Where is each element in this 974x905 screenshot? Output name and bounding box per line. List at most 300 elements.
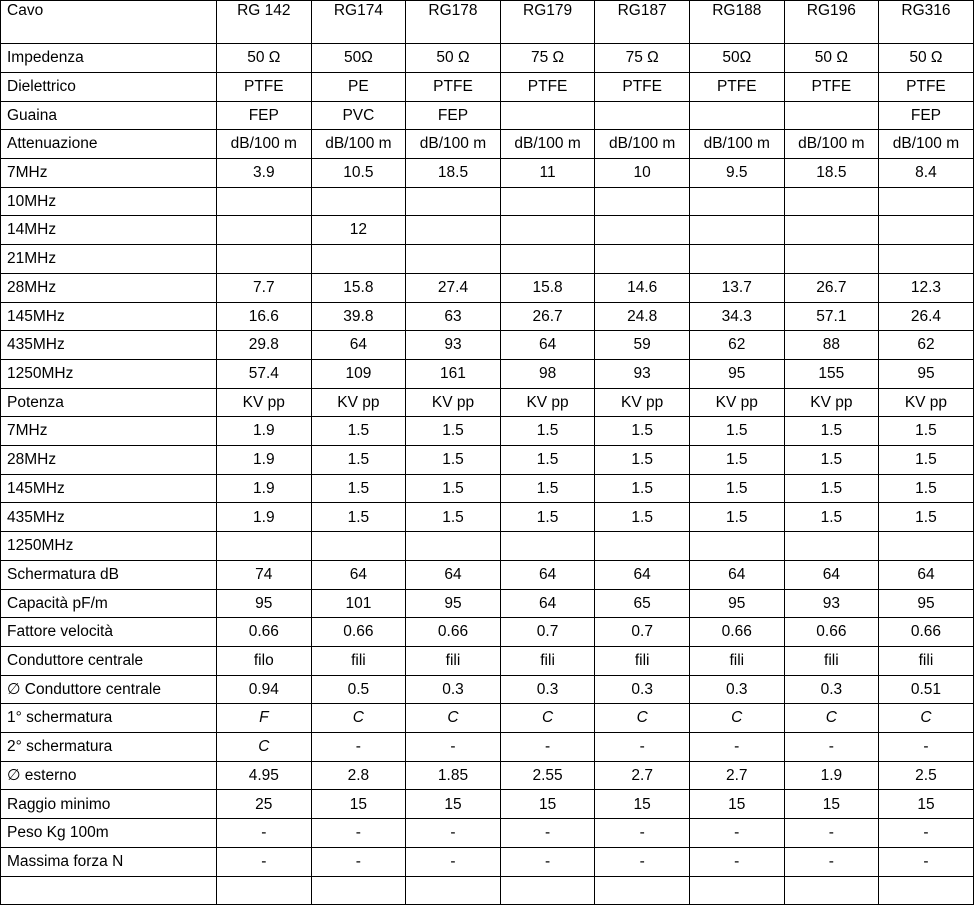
value-cell: PTFE [879,72,974,101]
value-cell: 64 [784,560,879,589]
value-cell: - [784,847,879,876]
row-label-cell: Massima forza N [1,847,217,876]
table-row [1,417,974,446]
table-row [1,618,974,647]
value-cell: 7.7 [217,273,312,302]
value-cell: - [406,819,501,848]
value-cell [784,532,879,561]
table-row [1,72,974,101]
value-cell: 1.5 [879,503,974,532]
value-cell [217,245,312,274]
value-cell: 0.51 [879,675,974,704]
table-row [1,216,974,245]
value-cell: 24.8 [595,302,690,331]
value-cell: 10.5 [311,158,406,187]
value-cell: 74 [217,560,312,589]
header-cable-cell: RG188 [689,1,784,44]
value-cell: 0.66 [879,618,974,647]
value-cell: 0.3 [406,675,501,704]
value-cell: 0.66 [689,618,784,647]
value-cell [217,532,312,561]
value-cell [784,245,879,274]
value-cell: 50Ω [689,44,784,73]
value-cell: fili [595,646,690,675]
value-cell: fili [500,646,595,675]
row-label-cell: 21MHz [1,245,217,274]
value-cell: 1.5 [689,474,784,503]
value-cell: 101 [311,589,406,618]
value-cell: 64 [500,331,595,360]
value-cell: C [311,704,406,733]
value-cell: - [595,847,690,876]
value-cell [311,532,406,561]
table-row [1,302,974,331]
value-cell [784,216,879,245]
value-cell: KV pp [406,388,501,417]
value-cell: 1.85 [406,761,501,790]
value-cell: 155 [784,359,879,388]
value-cell: 1.5 [784,474,879,503]
empty-cell [689,876,784,904]
table-row [1,446,974,475]
empty-cell [406,876,501,904]
row-label-cell: 28MHz [1,446,217,475]
value-cell: - [689,733,784,762]
value-cell [595,187,690,216]
value-cell: 1.9 [217,446,312,475]
table-row [1,503,974,532]
value-cell: 4.95 [217,761,312,790]
value-cell: 50 Ω [879,44,974,73]
value-cell: 93 [595,359,690,388]
value-cell: 39.8 [311,302,406,331]
value-cell: 64 [689,560,784,589]
value-cell: 1.5 [595,446,690,475]
value-cell [784,187,879,216]
value-cell: 59 [595,331,690,360]
table-row [1,646,974,675]
value-cell: PTFE [784,72,879,101]
value-cell: 0.3 [500,675,595,704]
value-cell: 64 [595,560,690,589]
value-cell [689,216,784,245]
value-cell: 25 [217,790,312,819]
row-label-cell: ∅ esterno [1,761,217,790]
table-row [1,44,974,73]
value-cell: fili [311,646,406,675]
value-cell: 95 [879,359,974,388]
value-cell: FEP [406,101,501,130]
row-label-cell: ∅ Conduttore centrale [1,675,217,704]
header-cable-cell: RG178 [406,1,501,44]
value-cell: PTFE [689,72,784,101]
row-label-cell: 10MHz [1,187,217,216]
value-cell: 18.5 [784,158,879,187]
row-label-cell: 1° schermatura [1,704,217,733]
value-cell: - [311,847,406,876]
value-cell: 2.5 [879,761,974,790]
value-cell: fili [879,646,974,675]
table-row [1,331,974,360]
header-cable-cell: RG316 [879,1,974,44]
empty-cell [1,876,217,904]
table-row [1,101,974,130]
row-label-cell: Conduttore centrale [1,646,217,675]
value-cell: filo [217,646,312,675]
value-cell: 15.8 [311,273,406,302]
header-cable-cell: RG179 [500,1,595,44]
table-row [1,273,974,302]
value-cell [784,101,879,130]
value-cell: 50 Ω [406,44,501,73]
table-row [1,187,974,216]
value-cell: C [595,704,690,733]
value-cell: - [595,733,690,762]
value-cell: 26.7 [784,273,879,302]
value-cell: 64 [311,331,406,360]
value-cell: FEP [217,101,312,130]
value-cell [406,216,501,245]
value-cell: PTFE [500,72,595,101]
value-cell: dB/100 m [689,130,784,159]
value-cell: C [689,704,784,733]
value-cell: 15.8 [500,273,595,302]
value-cell: 64 [500,560,595,589]
value-cell: 50 Ω [784,44,879,73]
value-cell: C [879,704,974,733]
value-cell: 1.5 [500,417,595,446]
value-cell: 15 [595,790,690,819]
value-cell: 98 [500,359,595,388]
value-cell: 88 [784,331,879,360]
row-label-cell: 7MHz [1,158,217,187]
row-label-cell: 7MHz [1,417,217,446]
header-row [1,1,974,44]
value-cell [689,187,784,216]
row-label-cell: Peso Kg 100m [1,819,217,848]
row-label-cell: Guaina [1,101,217,130]
value-cell: PE [311,72,406,101]
value-cell: 1.5 [784,503,879,532]
row-label-cell: 435MHz [1,503,217,532]
value-cell [879,216,974,245]
value-cell: - [311,733,406,762]
value-cell: 3.9 [217,158,312,187]
value-cell: FEP [879,101,974,130]
value-cell [217,187,312,216]
value-cell: 64 [406,560,501,589]
value-cell: 1.9 [217,417,312,446]
value-cell: KV pp [595,388,690,417]
value-cell: - [500,733,595,762]
header-cable-cell: RG196 [784,1,879,44]
row-label-cell: Potenza [1,388,217,417]
value-cell: 15 [784,790,879,819]
table-row [1,130,974,159]
value-cell [311,187,406,216]
value-cell [500,532,595,561]
value-cell: - [689,819,784,848]
empty-cell [500,876,595,904]
value-cell: 34.3 [689,302,784,331]
value-cell: 1.5 [595,474,690,503]
header-cable-cell: RG 142 [217,1,312,44]
value-cell: - [500,819,595,848]
value-cell: 95 [217,589,312,618]
value-cell: - [879,733,974,762]
value-cell: dB/100 m [217,130,312,159]
value-cell: 27.4 [406,273,501,302]
value-cell: 1.9 [217,474,312,503]
value-cell: - [311,819,406,848]
value-cell: - [595,819,690,848]
value-cell: 29.8 [217,331,312,360]
header-label-cell: Cavo [1,1,217,44]
value-cell: dB/100 m [500,130,595,159]
value-cell [217,216,312,245]
table-row [1,245,974,274]
value-cell: C [784,704,879,733]
value-cell [500,245,595,274]
value-cell: - [689,847,784,876]
value-cell: dB/100 m [311,130,406,159]
value-cell: 95 [879,589,974,618]
value-cell: 1.5 [500,474,595,503]
row-label-cell: 145MHz [1,302,217,331]
value-cell: 0.66 [311,618,406,647]
value-cell: 50 Ω [217,44,312,73]
row-label-cell: 1250MHz [1,532,217,561]
value-cell: PTFE [217,72,312,101]
table-body [1,1,974,905]
value-cell: 15 [311,790,406,819]
value-cell: 95 [689,589,784,618]
value-cell: 15 [689,790,784,819]
value-cell: 1.5 [406,503,501,532]
value-cell: KV pp [689,388,784,417]
value-cell: 50Ω [311,44,406,73]
value-cell: - [406,733,501,762]
table-row [1,388,974,417]
value-cell [595,532,690,561]
value-cell: 109 [311,359,406,388]
value-cell: 1.5 [311,446,406,475]
value-cell: 1.9 [217,503,312,532]
table-row [1,359,974,388]
empty-cell [217,876,312,904]
value-cell [500,101,595,130]
row-label-cell: Fattore velocità [1,618,217,647]
value-cell: 64 [311,560,406,589]
value-cell: - [784,819,879,848]
value-cell: PTFE [406,72,501,101]
value-cell: 13.7 [689,273,784,302]
value-cell: 1.5 [784,417,879,446]
value-cell: 1.5 [595,417,690,446]
value-cell: 1.5 [311,474,406,503]
value-cell: C [500,704,595,733]
value-cell: fili [784,646,879,675]
value-cell: dB/100 m [406,130,501,159]
value-cell: 1.5 [311,503,406,532]
value-cell: 75 Ω [500,44,595,73]
value-cell: 0.3 [595,675,690,704]
table-row [1,761,974,790]
value-cell: 0.66 [784,618,879,647]
header-cable-cell: RG174 [311,1,406,44]
value-cell: C [406,704,501,733]
value-cell: 62 [689,331,784,360]
table-row [1,158,974,187]
value-cell: - [879,847,974,876]
value-cell: 1.5 [879,446,974,475]
value-cell: 1.5 [406,417,501,446]
value-cell: - [217,847,312,876]
value-cell [689,532,784,561]
value-cell: 1.5 [689,446,784,475]
value-cell: 15 [879,790,974,819]
value-cell [406,187,501,216]
value-cell: 1.5 [879,474,974,503]
table-row [1,589,974,618]
value-cell [500,216,595,245]
value-cell [500,187,595,216]
value-cell [879,245,974,274]
value-cell: 26.4 [879,302,974,331]
row-label-cell: Attenuazione [1,130,217,159]
table-row [1,790,974,819]
table-row [1,474,974,503]
value-cell: 10 [595,158,690,187]
row-label-cell: 14MHz [1,216,217,245]
value-cell: 65 [595,589,690,618]
value-cell: 11 [500,158,595,187]
value-cell: 1.5 [406,474,501,503]
value-cell: KV pp [217,388,312,417]
value-cell: 0.5 [311,675,406,704]
value-cell: dB/100 m [879,130,974,159]
value-cell: PTFE [595,72,690,101]
value-cell: fili [689,646,784,675]
value-cell: 12.3 [879,273,974,302]
table-row [1,675,974,704]
table-row [1,560,974,589]
value-cell: C [217,733,312,762]
value-cell: - [217,819,312,848]
value-cell [879,187,974,216]
value-cell: 18.5 [406,158,501,187]
value-cell [689,101,784,130]
value-cell: 0.3 [689,675,784,704]
table-row [1,532,974,561]
value-cell [595,101,690,130]
value-cell: 2.55 [500,761,595,790]
value-cell [595,216,690,245]
value-cell: 1.5 [784,446,879,475]
value-cell: 2.7 [595,761,690,790]
header-cable-cell: RG187 [595,1,690,44]
value-cell: - [500,847,595,876]
row-label-cell: Dielettrico [1,72,217,101]
value-cell: 1.9 [784,761,879,790]
value-cell: 1.5 [595,503,690,532]
row-label-cell: 2° schermatura [1,733,217,762]
value-cell: 0.66 [406,618,501,647]
value-cell [406,245,501,274]
empty-cell [879,876,974,904]
value-cell: PVC [311,101,406,130]
value-cell: KV pp [311,388,406,417]
value-cell: 1.5 [879,417,974,446]
row-label-cell: 435MHz [1,331,217,360]
value-cell: 8.4 [879,158,974,187]
value-cell: 64 [500,589,595,618]
value-cell [879,532,974,561]
table-row [1,704,974,733]
value-cell: 93 [784,589,879,618]
value-cell: 1.5 [406,446,501,475]
table-row [1,819,974,848]
row-label-cell: Capacità pF/m [1,589,217,618]
value-cell: 0.7 [500,618,595,647]
value-cell: 95 [406,589,501,618]
value-cell: 64 [879,560,974,589]
value-cell: 0.3 [784,675,879,704]
value-cell: 0.66 [217,618,312,647]
value-cell: 14.6 [595,273,690,302]
row-label-cell: 145MHz [1,474,217,503]
value-cell [689,245,784,274]
value-cell [595,245,690,274]
empty-cell [595,876,690,904]
value-cell: 161 [406,359,501,388]
value-cell: 57.4 [217,359,312,388]
value-cell: 95 [689,359,784,388]
value-cell: 9.5 [689,158,784,187]
value-cell: - [879,819,974,848]
value-cell: 0.94 [217,675,312,704]
row-label-cell: 28MHz [1,273,217,302]
value-cell: 75 Ω [595,44,690,73]
value-cell: 12 [311,216,406,245]
value-cell: fili [406,646,501,675]
empty-cell [311,876,406,904]
value-cell [311,245,406,274]
value-cell: dB/100 m [595,130,690,159]
row-label-cell: Raggio minimo [1,790,217,819]
value-cell: 1.5 [689,503,784,532]
value-cell: 15 [500,790,595,819]
value-cell: - [406,847,501,876]
row-label-cell: Impedenza [1,44,217,73]
value-cell: 2.8 [311,761,406,790]
value-cell: - [784,733,879,762]
value-cell: 15 [406,790,501,819]
value-cell: KV pp [879,388,974,417]
value-cell: 2.7 [689,761,784,790]
row-label-cell: Schermatura dB [1,560,217,589]
value-cell: 16.6 [217,302,312,331]
table-row [1,847,974,876]
value-cell [406,532,501,561]
value-cell: 1.5 [689,417,784,446]
value-cell: F [217,704,312,733]
value-cell: KV pp [784,388,879,417]
value-cell: 63 [406,302,501,331]
value-cell: KV pp [500,388,595,417]
value-cell: 26.7 [500,302,595,331]
empty-cell [784,876,879,904]
